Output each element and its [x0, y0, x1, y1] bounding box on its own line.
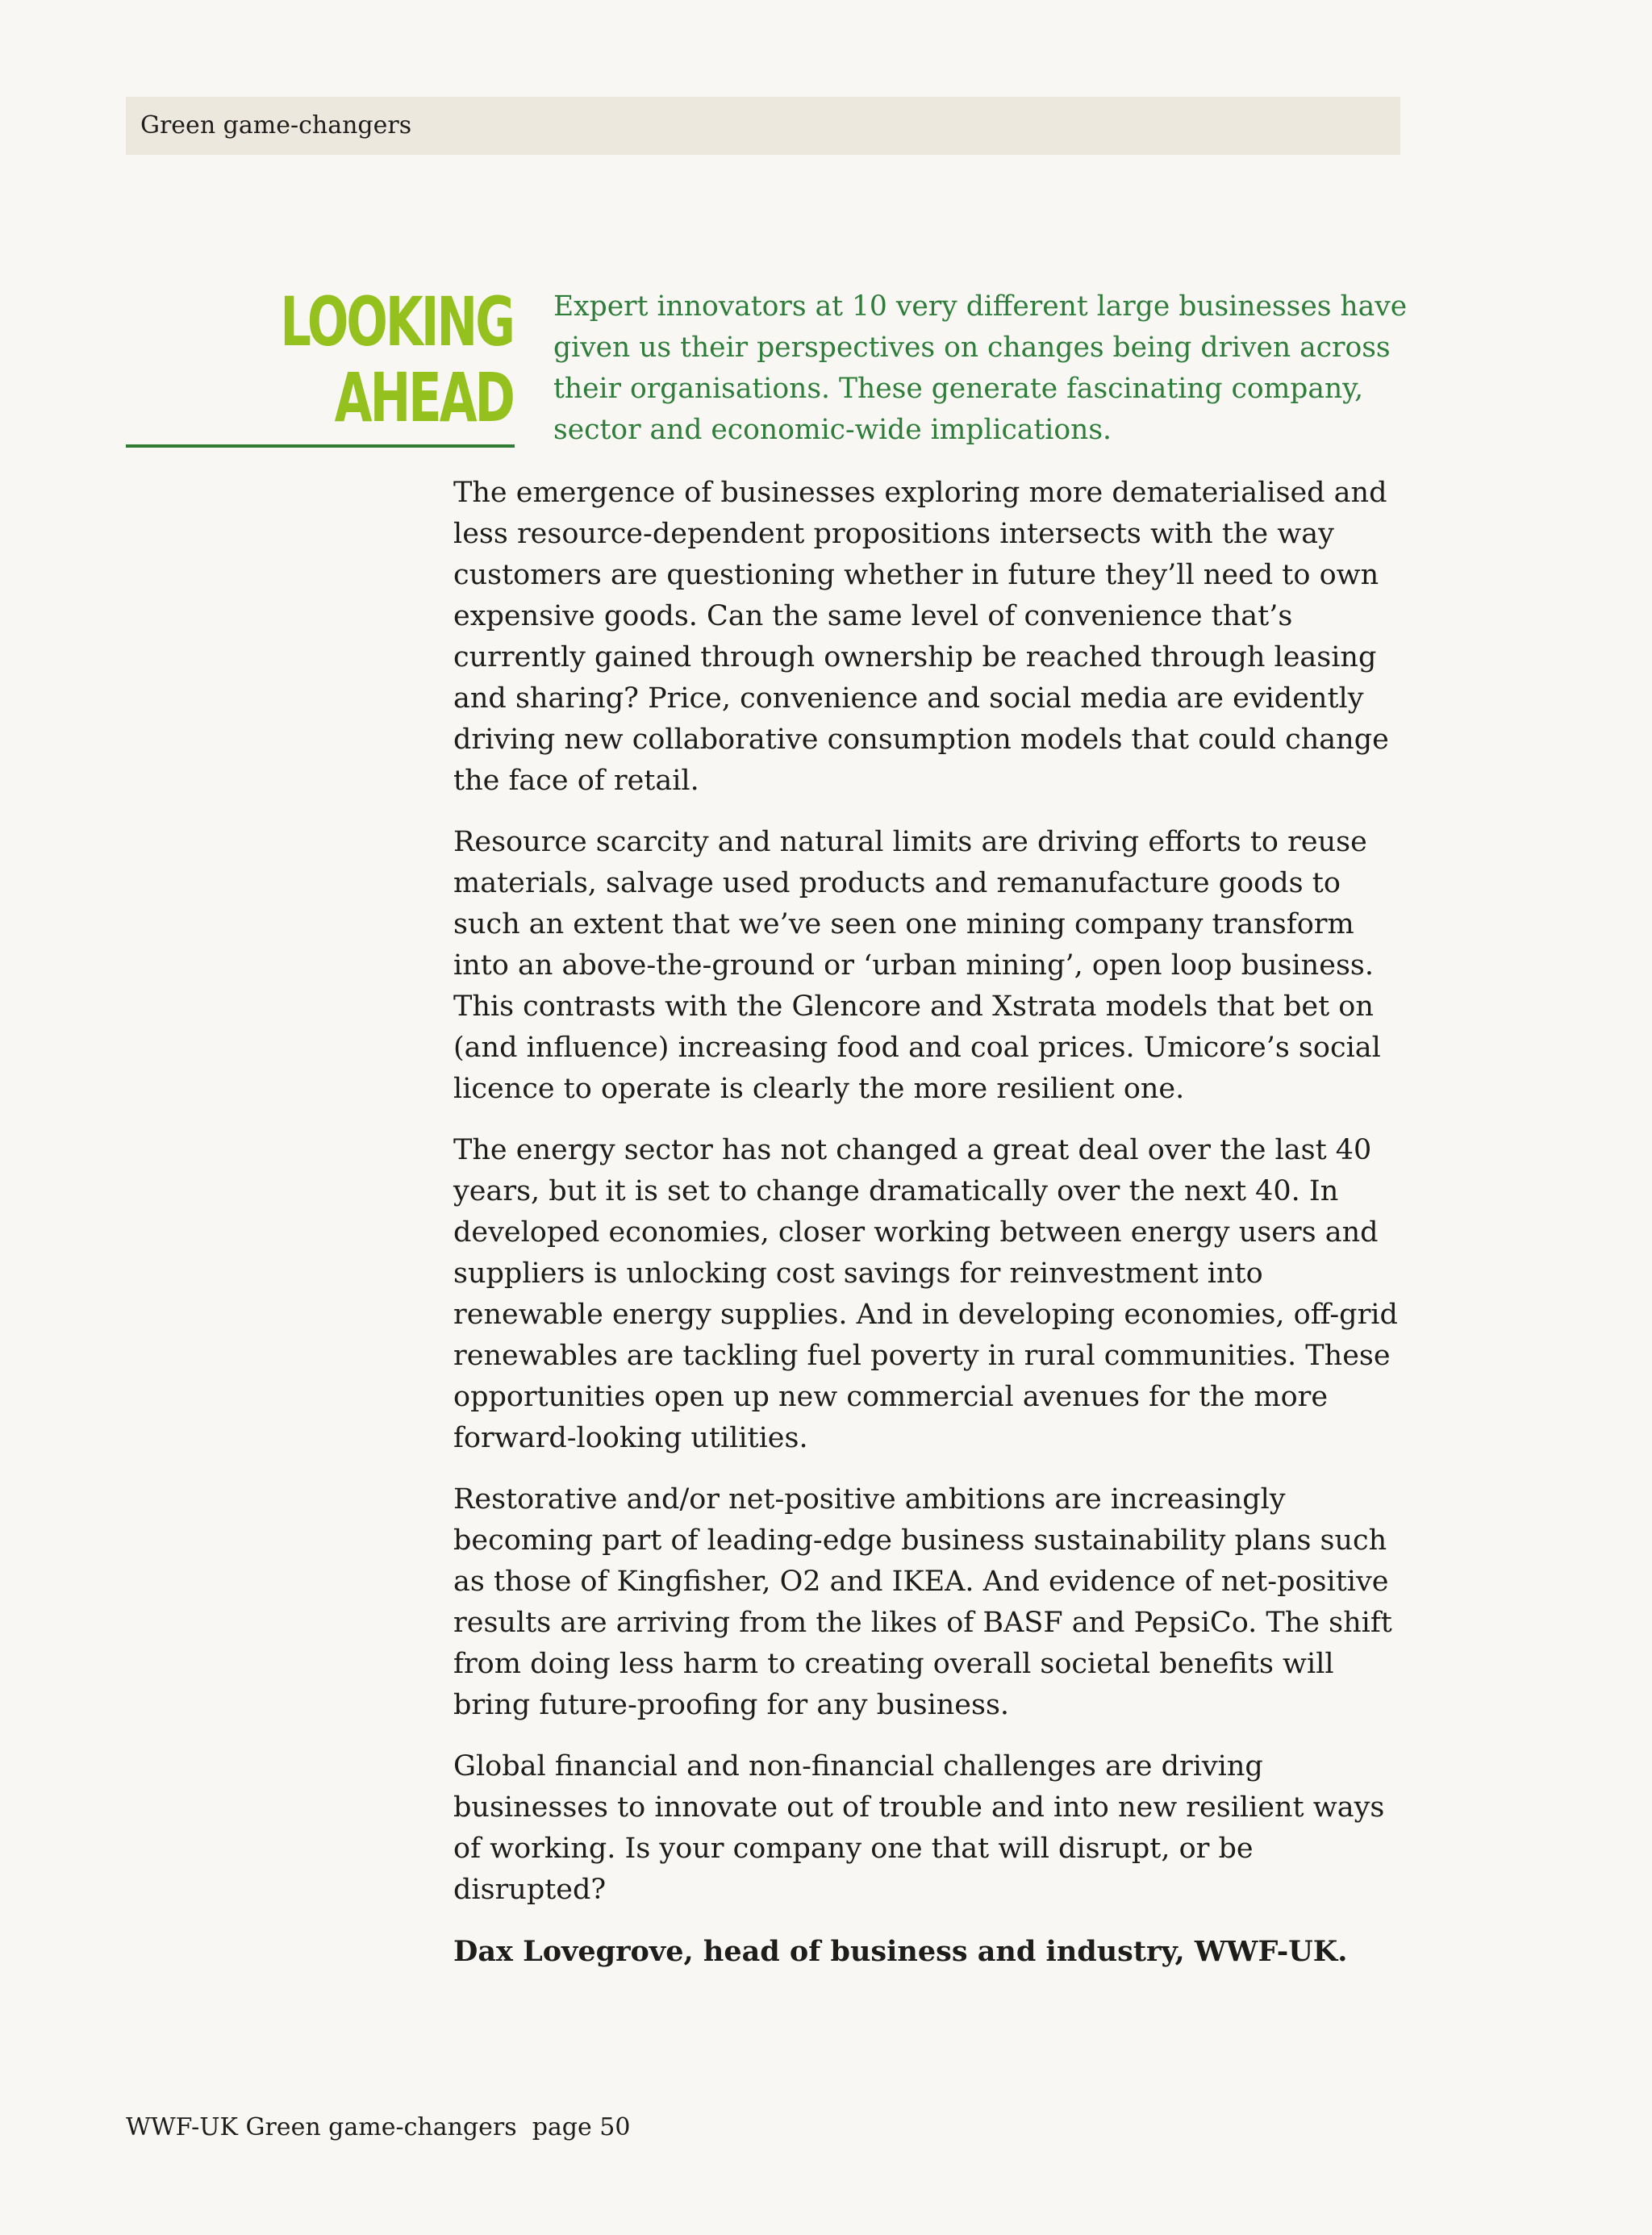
heading-divider — [126, 444, 515, 448]
section-heading — [234, 284, 513, 436]
section-heading-line-1: LOOKING — [280, 282, 513, 361]
footer-page-number: page 50 — [532, 2113, 631, 2141]
body-paragraph-2: Resource scarcity and natural limits are driving efforts to reuse materials, salvage used products and remanufacture goods to such an extent that we’ve seen one mining company transform into an above-the-ground or ‘urban mining’, open loop business. This contrasts with the Glencore and Xstrata models that bet on (and influence) increasing food and coal prices. Umicore’s social licence to operate is clearly the more resilient one. — [453, 826, 1381, 1105]
author-signoff: Dax Lovegrove, head of business and industry, WWF-UK. — [453, 1935, 1348, 1968]
page-footer — [126, 2113, 630, 2142]
body-paragraph-5: Global financial and non-financial challenges are driving businesses to innovate out of trouble and into new resilient ways of working. Is your company one that will disrupt, or be disrupted? — [453, 1750, 1385, 1906]
intro-paragraph: Expert innovators at 10 very different large businesses have given us their perspectives on changes being driven across their organisations. These generate fascinating company, sector and economic-wide implications. — [553, 290, 1408, 446]
running-header-title: Green game-changers — [140, 111, 412, 140]
body-paragraph-4: Restorative and/or net-positive ambitions are increasingly becoming part of leading-edge business sustainability plans such as those of Kingfisher, O2 and IKEA. And evidence of net-positive results are arriving from the likes of BASF and PepsiCo. The shift from doing less harm to creating overall societal benefits will bring future-proofing for any business. — [453, 1483, 1392, 1721]
section-heading-line-2: AHEAD — [334, 358, 513, 437]
article-body — [453, 473, 1405, 1992]
running-header — [126, 97, 1400, 155]
footer-publication: WWF-UK Green game-changers — [126, 2113, 517, 2141]
body-paragraph-3: The energy sector has not changed a great deal over the last 40 years, but it is set to change dramatically over the next 40. In developed economies, closer working between energy users and suppliers is unlocking cost savings for reinvestment into renewable energy supplies. And in developing economies, off-grid renewables are tackling fuel poverty in rural communities. These opportunities open up new commercial avenues for the more forward-looking utilities. — [453, 1134, 1398, 1454]
body-paragraph-1: The emergence of businesses exploring more dematerialised and less resource-dependent propositions intersects with the way customers are questioning whether in future they’ll need to own expensive goods. Can the same level of convenience that’s currently gained through ownership be reached through leasing and sharing? Price, convenience and social media are evidently driving new collaborative consumption models that could change the face of retail. — [453, 477, 1389, 797]
